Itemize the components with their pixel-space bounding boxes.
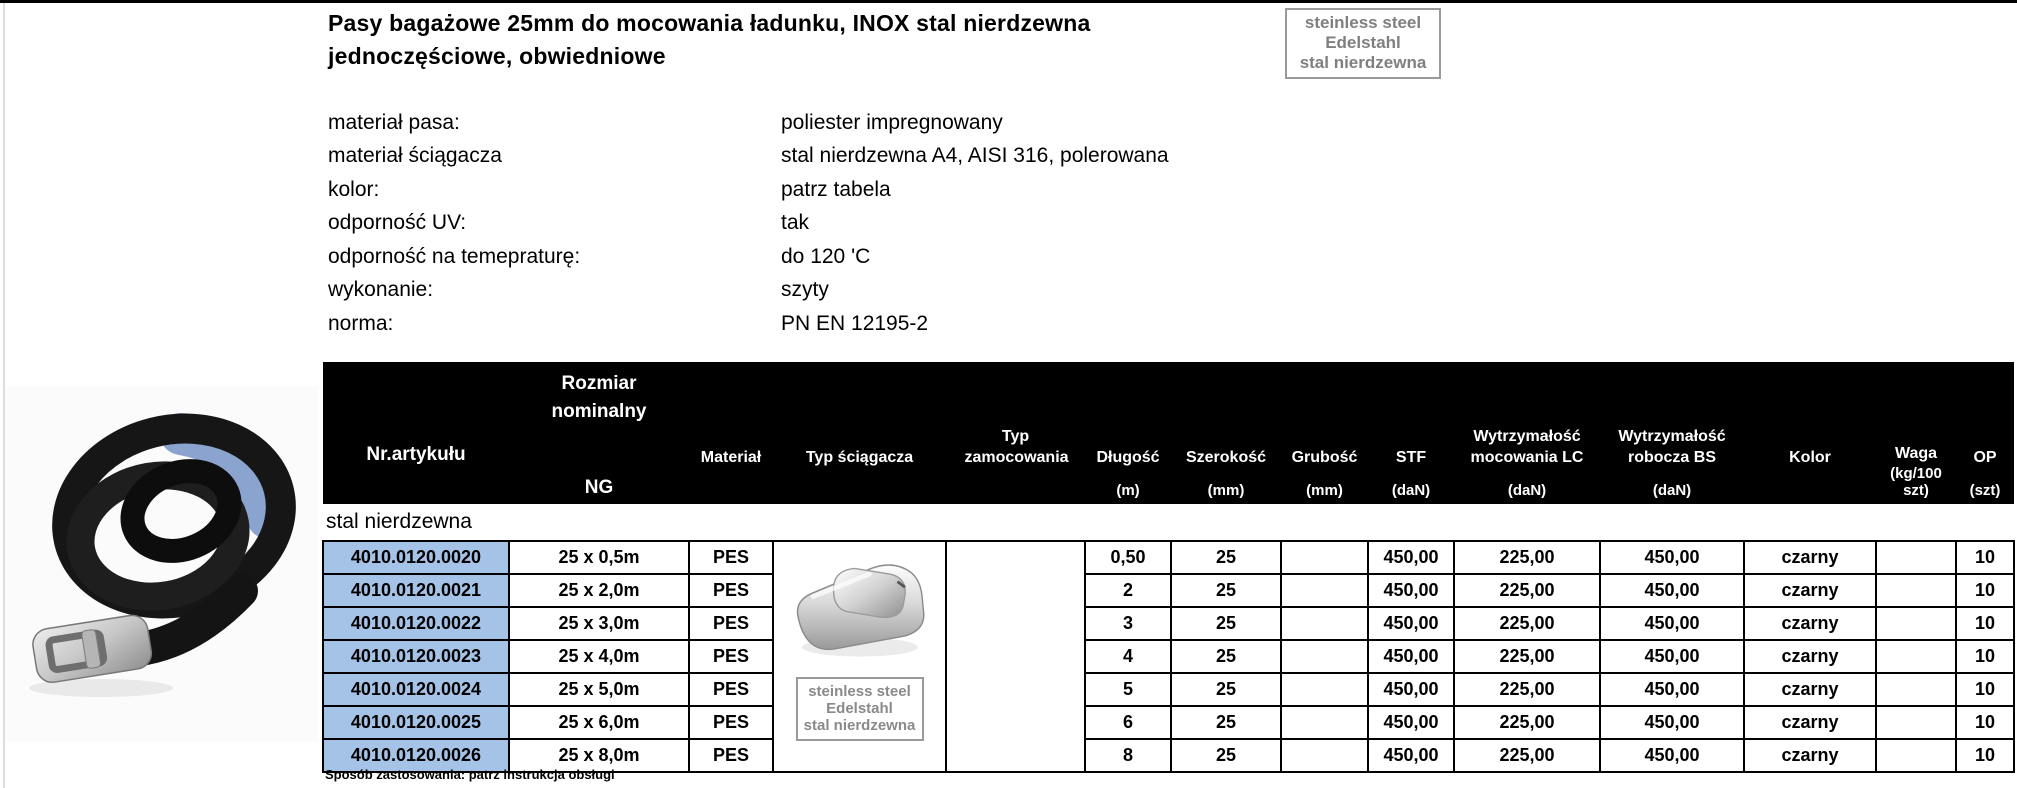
col-nr-artykulu: Nr.artykułu — [323, 362, 509, 504]
cell-grubosc — [1281, 574, 1368, 607]
cell-szerokosc: 25 — [1171, 706, 1281, 739]
spec-row — [328, 173, 1169, 207]
cell-typ-sciagacza-merged — [773, 541, 946, 772]
cell-lc: 225,00 — [1454, 739, 1600, 772]
cell-nr: 4010.0120.0021 — [323, 574, 509, 607]
spec-row — [328, 106, 1169, 140]
cell-lc: 225,00 — [1454, 673, 1600, 706]
col-typ-zamocowania: Typ zamocowania — [946, 362, 1085, 504]
table-row — [323, 706, 2014, 739]
cell-stf: 450,00 — [1368, 673, 1454, 706]
cell-lc: 225,00 — [1454, 640, 1600, 673]
table-row — [323, 640, 2014, 673]
cell-op: 10 — [1956, 541, 2014, 574]
cell-bs: 450,00 — [1600, 739, 1744, 772]
col-szerokosc: Szerokość (mm) — [1171, 362, 1281, 504]
cell-kolor: czarny — [1744, 574, 1876, 607]
col-op: OP (szt) — [1956, 362, 2014, 504]
spec-label: norma: — [328, 311, 394, 335]
cell-stf: 450,00 — [1368, 574, 1454, 607]
cell-lc: 225,00 — [1454, 706, 1600, 739]
cell-kolor: czarny — [1744, 607, 1876, 640]
badge-line: stal nierdzewna — [803, 717, 916, 734]
col-wytrzymalosc-bs: Wytrzymałość robocza BS (daN) — [1600, 362, 1744, 504]
cell-stf: 450,00 — [1368, 706, 1454, 739]
cell-nr: 4010.0120.0020 — [323, 541, 509, 574]
top-border-line — [0, 0, 2017, 3]
cell-waga — [1876, 607, 1956, 640]
cell-dlugosc: 4 — [1085, 640, 1171, 673]
cell-op: 10 — [1956, 574, 2014, 607]
page-title-line2: jednoczęściowe, obwiedniowe — [328, 43, 666, 69]
cell-szerokosc: 25 — [1171, 607, 1281, 640]
spec-value: szyty — [781, 278, 829, 302]
spec-value: tak — [781, 211, 810, 235]
product-table — [322, 362, 2015, 773]
cam-buckle-photo — [785, 544, 935, 666]
cell-waga — [1876, 574, 1956, 607]
cell-kolor: czarny — [1744, 541, 1876, 574]
cell-op: 10 — [1956, 739, 2014, 772]
col-typ-sciagacza: Typ ściągacza — [773, 362, 946, 504]
table-row — [323, 574, 2014, 607]
cell-stf: 450,00 — [1368, 607, 1454, 640]
cell-dlugosc: 5 — [1085, 673, 1171, 706]
cell-stf: 450,00 — [1368, 541, 1454, 574]
cell-grubosc — [1281, 541, 1368, 574]
cell-op: 10 — [1956, 673, 2014, 706]
cell-waga — [1876, 640, 1956, 673]
cell-bs: 450,00 — [1600, 541, 1744, 574]
col-grubosc: Grubość (mm) — [1281, 362, 1368, 504]
spec-row — [328, 240, 1169, 274]
cell-lc: 225,00 — [1454, 574, 1600, 607]
spec-list — [328, 106, 1169, 341]
cell-nr: 4010.0120.0023 — [323, 640, 509, 673]
spec-row — [328, 274, 1169, 308]
cell-nr: 4010.0120.0025 — [323, 706, 509, 739]
cell-rozmiar: 25 x 5,0m — [509, 673, 689, 706]
badge-line: Edelstahl — [1325, 33, 1401, 52]
cell-szerokosc: 25 — [1171, 541, 1281, 574]
cell-op: 10 — [1956, 607, 2014, 640]
cell-szerokosc: 25 — [1171, 673, 1281, 706]
table-row — [323, 673, 2014, 706]
header-row — [323, 362, 2014, 504]
cell-waga — [1876, 673, 1956, 706]
spec-row — [328, 307, 1169, 341]
cell-dlugosc: 3 — [1085, 607, 1171, 640]
spec-value: patrz tabela — [781, 177, 891, 201]
cell-nr: 4010.0120.0024 — [323, 673, 509, 706]
cell-kolor: czarny — [1744, 739, 1876, 772]
cell-op: 10 — [1956, 706, 2014, 739]
cell-lc: 225,00 — [1454, 541, 1600, 574]
spec-row — [328, 140, 1169, 174]
cell-kolor: czarny — [1744, 673, 1876, 706]
cell-grubosc — [1281, 706, 1368, 739]
spec-label: kolor: — [328, 177, 380, 201]
col-stf: STF (daN) — [1368, 362, 1454, 504]
section-header: stal nierdzewna — [323, 504, 2014, 541]
page-title-line1: Pasy bagażowe 25mm do mocowania ładunku, INOX stal nierdzewna — [328, 10, 1091, 36]
cell-rozmiar: 25 x 4,0m — [509, 640, 689, 673]
cell-rozmiar: 25 x 3,0m — [509, 607, 689, 640]
cell-bs: 450,00 — [1600, 673, 1744, 706]
spec-value: stal nierdzewna A4, AISI 316, polerowana — [781, 144, 1169, 168]
cell-bs: 450,00 — [1600, 640, 1744, 673]
cell-rozmiar: 25 x 0,5m — [509, 541, 689, 574]
cell-kolor: czarny — [1744, 706, 1876, 739]
cell-bs: 450,00 — [1600, 706, 1744, 739]
cell-material: PES — [689, 706, 773, 739]
cell-szerokosc: 25 — [1171, 739, 1281, 772]
cell-szerokosc: 25 — [1171, 640, 1281, 673]
spec-label: odporność UV: — [328, 211, 467, 235]
cell-stf: 450,00 — [1368, 640, 1454, 673]
cell-rozmiar: 25 x 8,0m — [509, 739, 689, 772]
cell-waga — [1876, 541, 1956, 574]
stainless-steel-badge-small — [796, 677, 924, 741]
cell-dlugosc: 0,50 — [1085, 541, 1171, 574]
usage-note: Sposób zastosowania: patrz instrukcja obsługi — [325, 767, 615, 782]
cell-nr: 4010.0120.0026 — [323, 739, 509, 772]
cell-grubosc — [1281, 607, 1368, 640]
left-border-line — [3, 3, 5, 788]
cell-grubosc — [1281, 640, 1368, 673]
page-title — [328, 7, 1090, 73]
cell-lc: 225,00 — [1454, 607, 1600, 640]
col-waga: Waga (kg/100 szt) — [1876, 362, 1956, 504]
stainless-steel-badge — [1285, 8, 1441, 79]
cell-material: PES — [689, 607, 773, 640]
table-row — [323, 541, 2014, 574]
spec-label: materiał pasa: — [328, 110, 460, 134]
spec-label: wykonanie: — [328, 278, 434, 302]
badge-line: steinless steel — [808, 683, 911, 700]
cell-grubosc — [1281, 739, 1368, 772]
col-rozmiar-nominalny: Rozmiar nominalny NG — [509, 362, 689, 504]
cell-rozmiar: 25 x 6,0m — [509, 706, 689, 739]
cell-material: PES — [689, 673, 773, 706]
spec-value: poliester impregnowany — [781, 110, 1003, 134]
cell-grubosc — [1281, 673, 1368, 706]
col-kolor: Kolor — [1744, 362, 1876, 504]
cell-kolor: czarny — [1744, 640, 1876, 673]
cell-material: PES — [689, 541, 773, 574]
col-wytrzymalosc-lc: Wytrzymałość mocowania LC (daN) — [1454, 362, 1600, 504]
spec-label: odporność na temepraturę: — [328, 244, 581, 268]
col-dlugosc: Długość (m) — [1085, 362, 1171, 504]
strap-product-photo — [6, 386, 318, 742]
spec-value: do 120 'C — [781, 244, 871, 268]
cell-material: PES — [689, 739, 773, 772]
cell-waga — [1876, 739, 1956, 772]
cell-material: PES — [689, 574, 773, 607]
badge-line: Edelstahl — [826, 700, 893, 717]
table-row — [323, 607, 2014, 640]
cell-material: PES — [689, 640, 773, 673]
cell-waga — [1876, 706, 1956, 739]
cell-bs: 450,00 — [1600, 607, 1744, 640]
cell-rozmiar: 25 x 2,0m — [509, 574, 689, 607]
spec-row — [328, 207, 1169, 241]
cell-dlugosc: 6 — [1085, 706, 1171, 739]
badge-line: stal nierdzewna — [1299, 53, 1427, 72]
section-row — [323, 504, 2014, 541]
col-material: Materiał — [689, 362, 773, 504]
spec-value: PN EN 12195-2 — [781, 311, 929, 335]
cam-buckle-photo-wrap — [774, 542, 945, 671]
cell-nr: 4010.0120.0022 — [323, 607, 509, 640]
spec-label: materiał ściągacza — [328, 144, 502, 168]
cell-typ-zamocowania-merged — [946, 541, 1085, 772]
cell-op: 10 — [1956, 640, 2014, 673]
badge-line: steinless steel — [1304, 13, 1422, 32]
cell-dlugosc: 2 — [1085, 574, 1171, 607]
cell-stf: 450,00 — [1368, 739, 1454, 772]
cell-dlugosc: 8 — [1085, 739, 1171, 772]
cell-bs: 450,00 — [1600, 574, 1744, 607]
cell-szerokosc: 25 — [1171, 574, 1281, 607]
